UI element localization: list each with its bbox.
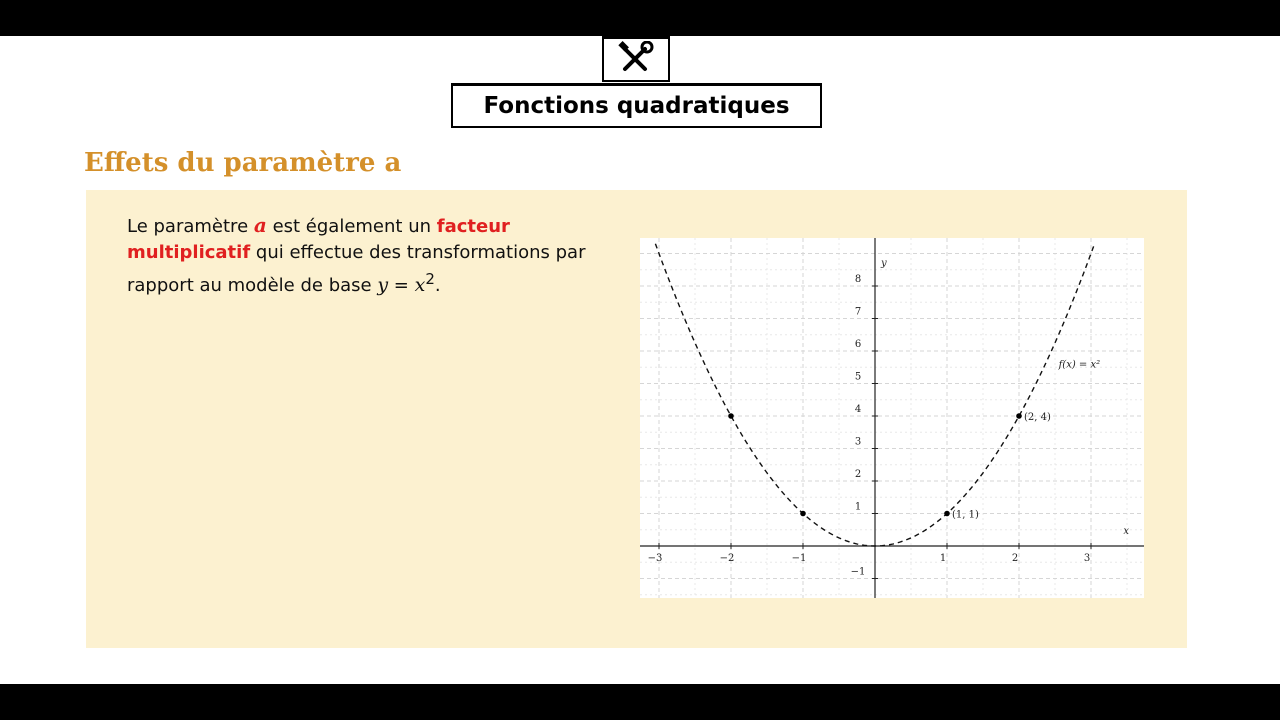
text-end: .: [434, 275, 441, 296]
math-y: y: [377, 274, 389, 296]
parabola-graph: [640, 238, 1144, 598]
section-title: Effets du paramètre a: [84, 148, 402, 178]
y-tick-label: 2: [854, 469, 862, 480]
chart-svg: [640, 238, 1144, 598]
point-label: (1, 1): [952, 509, 979, 521]
x-tick-label: 1: [939, 553, 947, 564]
math-eq: =: [388, 275, 415, 296]
x-tick-label: −3: [647, 553, 663, 564]
tools-icon: [617, 41, 655, 79]
curve-point: [728, 413, 734, 419]
math-x: x: [414, 274, 426, 296]
x-tick-label: 2: [1011, 553, 1019, 564]
y-tick-label: 7: [854, 306, 862, 318]
highlight-1: facteur: [436, 216, 510, 237]
y-axis-label: y: [881, 258, 887, 269]
highlight-2: multiplicatif: [127, 242, 251, 263]
x-tick-label: −1: [791, 553, 807, 564]
curve-point: [1016, 413, 1022, 419]
math-exp: 2: [425, 270, 435, 288]
title-box: [451, 83, 822, 128]
curve-label: f(x) = x²: [1058, 359, 1101, 371]
y-tick-label: 4: [854, 404, 862, 415]
y-tick-label: 1: [854, 501, 862, 513]
curve-point: [800, 511, 806, 517]
point-label: (2, 4): [1024, 412, 1051, 423]
param-symbol: a: [253, 213, 267, 237]
x-axis-label: x: [1123, 526, 1130, 537]
description-paragraph: [127, 212, 597, 299]
text-1: Le paramètre: [127, 216, 254, 237]
y-tick-label: −1: [850, 566, 866, 578]
x-tick-label: −2: [719, 553, 735, 564]
y-tick-label: 6: [854, 339, 862, 350]
text-3: qui effectue des transformations par rapport au modèle de base: [127, 242, 586, 296]
y-tick-label: 5: [854, 371, 862, 383]
text-2: est également un: [266, 216, 437, 237]
x-tick-label: 3: [1083, 553, 1091, 564]
curve-point: [944, 511, 950, 517]
y-tick-label: 3: [854, 436, 862, 448]
y-tick-label: 8: [854, 274, 862, 285]
page-title: Fonctions quadratiques: [483, 93, 790, 119]
tools-icon-box: [602, 36, 670, 82]
